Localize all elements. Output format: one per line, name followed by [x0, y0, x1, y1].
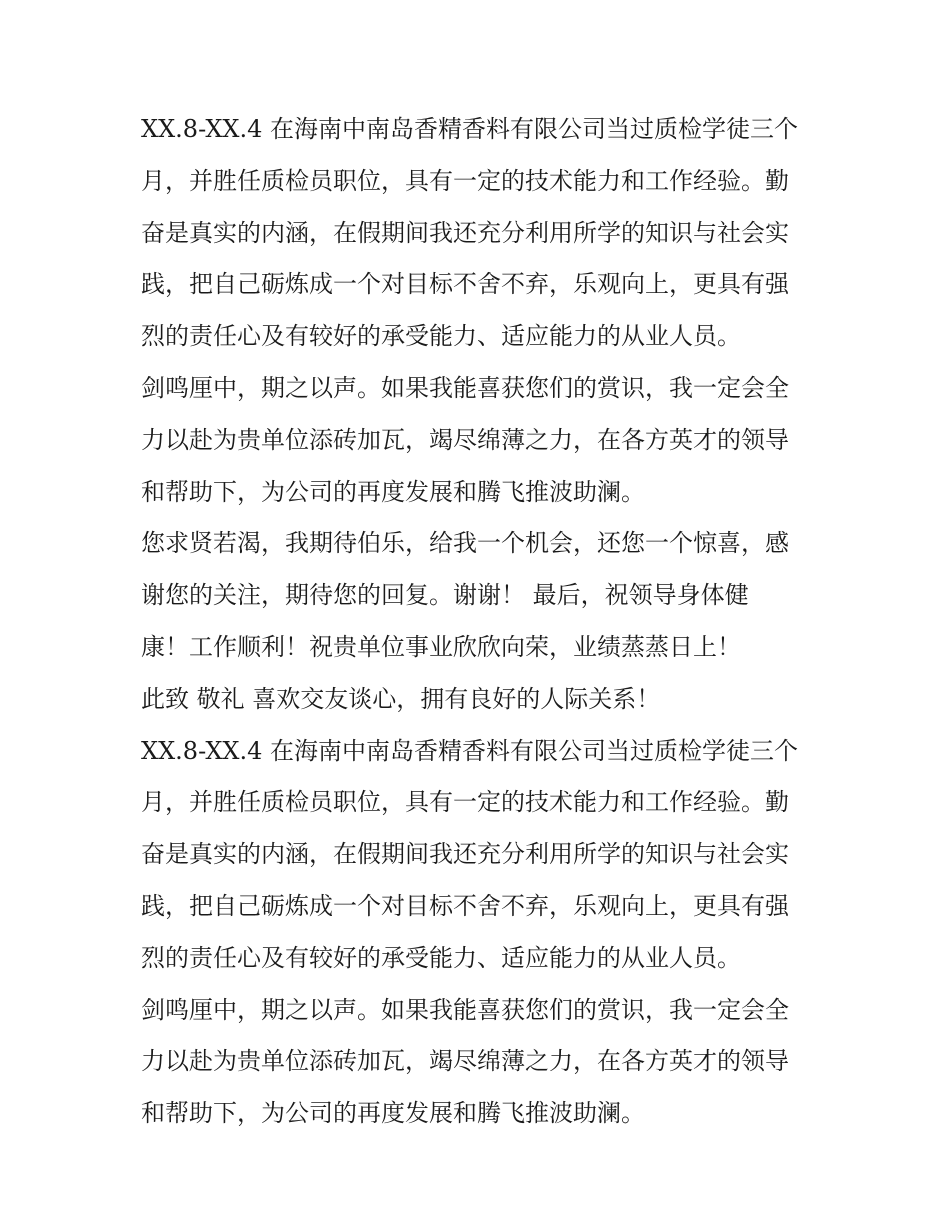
text-line: 剑鸣厘中，期之以声。如果我能喜获您们的赏识，我一定会全	[141, 373, 789, 402]
text-line: XX.8-XX.4 在海南中南岛香精香料有限公司当过质检学徒三个	[141, 115, 799, 143]
text-line: 月，并胜任质检员职位，具有一定的技术能力和工作经验。勤	[141, 166, 789, 195]
text-line: 力以赴为贵单位添砖加瓦，竭尽绵薄之力，在各方英才的领导	[141, 425, 789, 454]
text-line: 剑鸣厘中，期之以声。如果我能喜获您们的赏识，我一定会全	[141, 995, 789, 1024]
text-line: 践，把自己砺炼成一个对目标不舍不弃，乐观向上，更具有强	[141, 891, 789, 920]
text-line: 您求贤若渴，我期待伯乐，给我一个机会，还您一个惊喜，感	[141, 529, 789, 558]
text-line: 力以赴为贵单位添砖加瓦，竭尽绵薄之力，在各方英才的领导	[141, 1047, 789, 1076]
text-line: 和帮助下，为公司的再度发展和腾飞推波助澜。	[141, 1099, 645, 1128]
text-line: 和帮助下，为公司的再度发展和腾飞推波助澜。	[141, 477, 645, 506]
text-line: 奋是真实的内涵，在假期间我还充分利用所学的知识与社会实	[141, 840, 789, 869]
text-line: 谢您的关注，期待您的回复。谢谢！ 最后，祝领导身体健	[141, 581, 749, 610]
text-line: XX.8-XX.4 在海南中南岛香精香料有限公司当过质检学徒三个	[141, 736, 799, 765]
text-line: 月，并胜任质检员职位，具有一定的技术能力和工作经验。勤	[141, 788, 789, 817]
text-line: 奋是真实的内涵，在假期间我还充分利用所学的知识与社会实	[141, 218, 789, 247]
text-line: 此致 敬礼 喜欢交友谈心，拥有良好的人际关系！	[141, 684, 661, 713]
text-line: 践，把自己砺炼成一个对目标不舍不弃，乐观向上，更具有强	[141, 270, 789, 299]
text-line: 烈的责任心及有较好的承受能力、适应能力的从业人员。	[141, 322, 741, 351]
text-line: 康！工作顺利！祝贵单位事业欣欣向荣，业绩蒸蒸日上！	[141, 632, 741, 661]
text-line: 烈的责任心及有较好的承受能力、适应能力的从业人员。	[141, 943, 741, 972]
document-body	[141, 104, 821, 1140]
